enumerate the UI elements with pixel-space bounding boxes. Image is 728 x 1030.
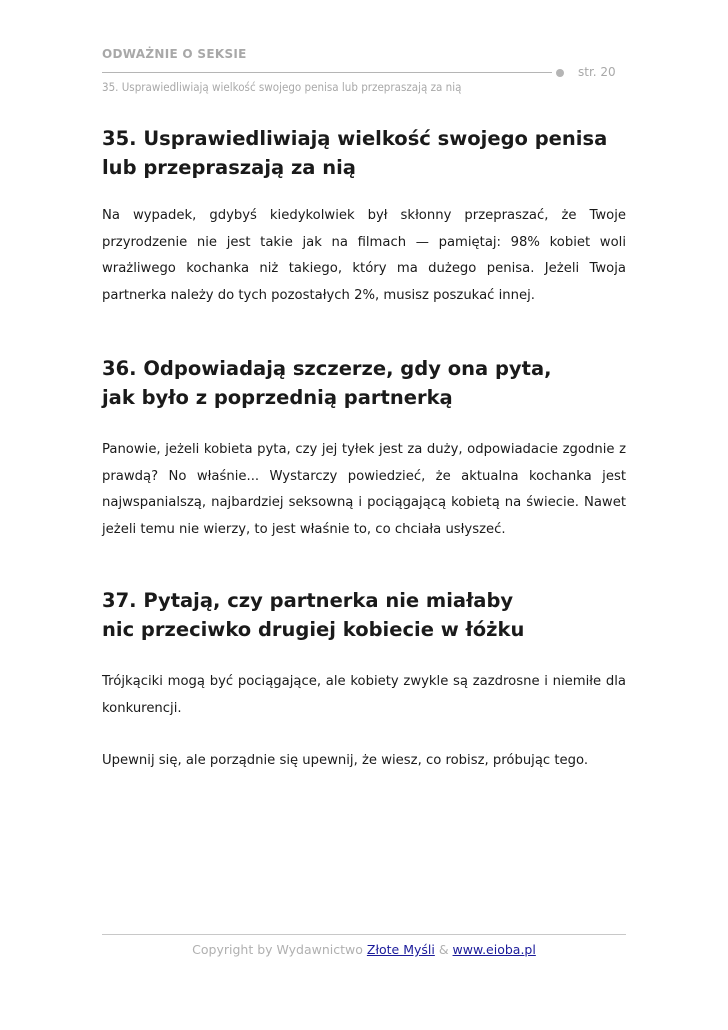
footer [102, 942, 626, 957]
section-heading-line: 35. Usprawiedliwiają wielkość swojego penisa [102, 127, 608, 150]
section-heading-line: nic przeciwko drugiej kobiecie w łóżku [102, 618, 525, 641]
section-35 [102, 124, 626, 309]
section-heading-line: 36. Odpowiadają szczerze, gdy ona pyta, [102, 357, 552, 380]
section-heading-line: lub przepraszają za nią [102, 156, 356, 179]
section-37 [102, 586, 626, 775]
footer-separator: & [434, 942, 453, 957]
paragraph: Panowie, jeżeli kobieta pyta, czy jej tyłek jest za duży, odpowiadacie zgodnie z prawdą? No właśnie... Wystarczy powiedzieć, że aktualna kochanka jest najwspanialszą, najbardziej seksowną i pociągającą kobietą na świecie. Nawet jeżeli temu nie wierzy, to jest właśnie to, co chciała usłyszeć. [102, 442, 626, 537]
page-content [102, 124, 626, 775]
section-heading-line: jak było z poprzednią partnerką [102, 386, 453, 409]
section-heading [102, 124, 626, 182]
paragraph: Upewnij się, ale porządnie się upewnij, że wiesz, co robisz, próbując tego. [102, 753, 589, 768]
publisher-link[interactable]: Złote Myśli [366, 942, 435, 957]
footer-rule [102, 934, 626, 935]
paragraph: Na wypadek, gdybyś kiedykolwiek był skłonny przepraszać, że Twoje przyrodzenie nie jest takie jak na filmach — pamiętaj: 98% kobiet woli wrażliwego kochanka niż takiego, który ma dużego penisa. Jeżeli Twoja partnerka należy do tych pozostałych 2%, musisz poszukać innej. [102, 208, 626, 303]
section-heading [102, 586, 626, 644]
bullet-icon [556, 69, 564, 77]
section-heading [102, 354, 626, 412]
book-title: ODWAŻNIE O SEKSIE [102, 47, 247, 61]
paragraph: Trójkąciki mogą być pociągające, ale kobiety zwykle są zazdrosne i niemiłe dla konkurencji. [102, 674, 626, 716]
chapter-subtitle: 35. Usprawiedliwiają wielkość swojego penisa lub przepraszają za nią [102, 80, 462, 94]
header-rule [102, 72, 552, 73]
page-number: str. 20 [578, 65, 616, 79]
site-link[interactable]: www.eioba.pl [452, 942, 536, 957]
section-heading-line: 37. Pytają, czy partnerka nie miałaby [102, 589, 514, 612]
section-36 [102, 354, 626, 543]
copyright-text: Copyright by Wydawnictwo [192, 942, 367, 957]
